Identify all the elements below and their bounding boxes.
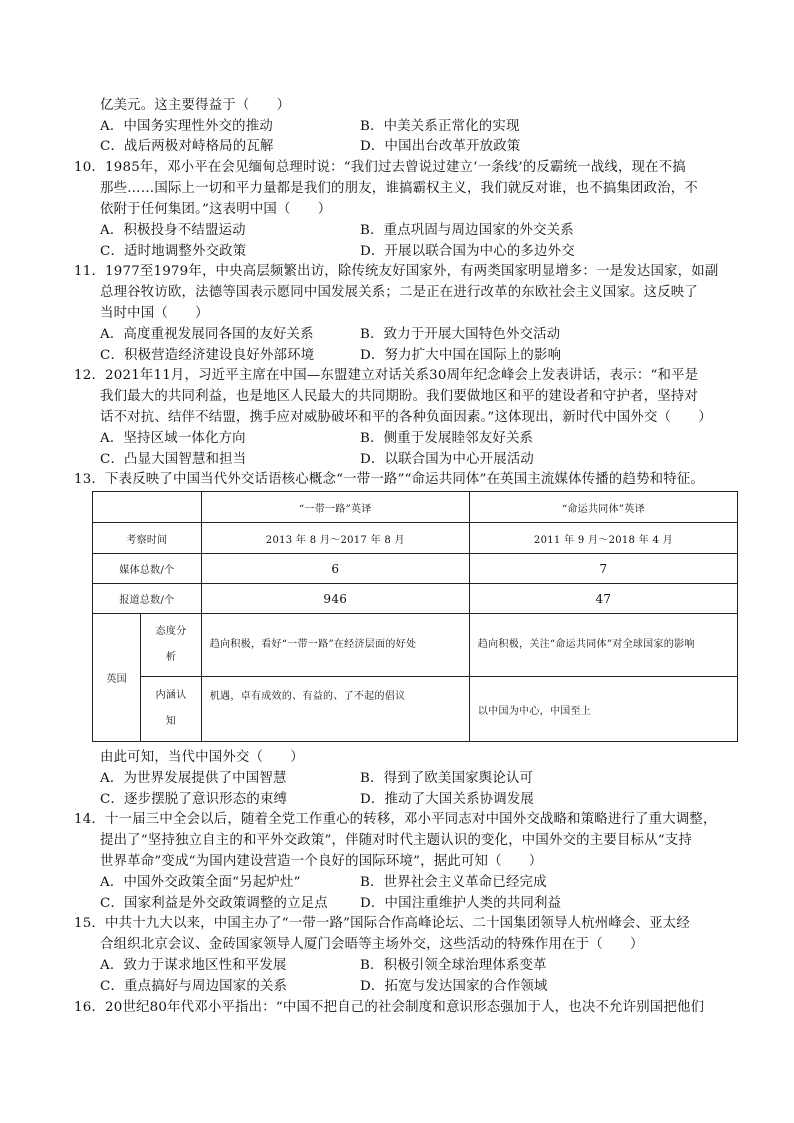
- cell-reports-community: 47: [469, 584, 737, 614]
- q14-option-c[interactable]: C．国家利益是外交政策调整的立足点: [100, 896, 328, 911]
- q12-option-d[interactable]: D．以联合国为中心开展活动: [360, 452, 535, 467]
- question-13-stem: 13．下表反映了中国当代外交话语核心概念“一带一路”“命运共同体”在英国主流媒体传播的趋势和特征。: [74, 472, 705, 487]
- q10-option-c[interactable]: C．适时地调整外交政策: [100, 244, 247, 259]
- question-11-stem-line2: 总理谷牧访欧，法德等国表示愿同中国发展关系；二是正在进行改革的东欧社会主义国家。这反映了: [100, 285, 698, 300]
- cell-attitude-belt-road: 趋向积极，看好“一带一路”在经济层面的好处: [201, 614, 469, 677]
- question-13-stem-line2: 由此可知，当代中国外交（ ）: [100, 750, 304, 765]
- q15-option-c[interactable]: C．重点搞好与周边国家的关系: [100, 979, 288, 994]
- row-label-connotation: 内涵认知: [141, 677, 201, 742]
- option-b[interactable]: B．中美关系正常化的实现: [360, 119, 520, 134]
- option-c[interactable]: C．战后两极对峙格局的瓦解: [100, 139, 274, 154]
- q15-option-d[interactable]: D．拓宽与发达国家的合作领域: [360, 979, 548, 994]
- option-a[interactable]: A．中国务实理性外交的推动: [100, 119, 273, 134]
- q11-option-b[interactable]: B．致力于开展大国特色外交活动: [360, 327, 561, 342]
- table-row: [93, 523, 738, 554]
- row-label-country: 英国: [93, 614, 141, 742]
- q13-option-d[interactable]: D．推动了大国关系协调发展: [360, 792, 535, 807]
- cell-attitude-community: 趋向积极，关注“命运共同体”对全球国家的影响: [469, 614, 737, 677]
- q10-option-d[interactable]: D．开展以联合国为中心的多边外交: [360, 244, 575, 259]
- cell-period-community: 2011 年 9 月～2018 年 4 月: [469, 523, 737, 554]
- q14-option-a[interactable]: A．中国外交政策全面“另起炉灶”: [100, 875, 301, 890]
- table-header-belt-road: “一带一路”英译: [201, 492, 469, 523]
- question-10-stem-line3: 依附于任何集团。”这表明中国（ ）: [100, 202, 332, 217]
- media-comparison-table: [92, 491, 738, 742]
- question-15-stem-line2: 合组织北京会议、金砖国家领导人厦门会晤等主场外交，这些活动的特殊作用在于（ ）: [100, 937, 644, 952]
- q15-option-b[interactable]: B．积极引领全球治理体系变革: [360, 958, 547, 973]
- table-row: [93, 614, 738, 677]
- question-10-stem: 10．1985年，邓小平在会见缅甸总理时说：“我们过去曾说过建立‘一条线’的反霸统一战线，现在不搞: [74, 160, 686, 175]
- row-label-attitude: 态度分析: [141, 614, 201, 677]
- table-row: [93, 677, 738, 742]
- q14-option-b[interactable]: B．世界社会主义革命已经完成: [360, 875, 547, 890]
- question-12-stem-line2: 我们最大的共同利益，也是地区人民最大的共同期盼。我们要做地区和平的建设者和守护者，坚持对: [100, 389, 698, 404]
- pre-question-stem: 亿美元。这主要得益于（ ）: [100, 98, 291, 113]
- table-header-row: [93, 492, 738, 523]
- q14-option-d[interactable]: D．中国注重维护人类的共同利益: [360, 896, 562, 911]
- table-row: [93, 584, 738, 614]
- q12-option-b[interactable]: B．侧重于发展睦邻友好关系: [360, 431, 534, 446]
- q11-option-d[interactable]: D．努力扩大中国在国际上的影响: [360, 348, 562, 363]
- q10-option-a[interactable]: A．积极投身不结盟运动: [100, 223, 246, 238]
- row-label-media: 媒体总数/个: [93, 554, 202, 584]
- option-d[interactable]: D．中国出台改革开放政策: [360, 139, 521, 154]
- q13-option-a[interactable]: A．为世界发展提供了中国智慧: [100, 771, 287, 786]
- question-15-stem: 15．中共十九大以来，中国主办了“一带一路”国际合作高峰论坛、二十国集团领导人杭州峰会、亚太经: [74, 916, 690, 931]
- q12-option-a[interactable]: A．坚持区域一体化方向: [100, 431, 246, 446]
- row-label-reports: 报道总数/个: [93, 584, 202, 614]
- question-11-stem: 11．1977至1979年，中央高层频繁出访，除传统友好国家外，有两类国家明显增多：一是发达国家，如副: [74, 264, 719, 279]
- question-16-stem: 16．20世纪80年代邓小平指出：“中国不把自己的社会制度和意识形态强加于人，也决不允许别国把他们: [74, 1000, 705, 1015]
- q13-option-b[interactable]: B．得到了欧美国家舆论认可: [360, 771, 534, 786]
- cell-connotation-belt-road: 机遇，卓有成效的、有益的、了不起的倡议: [201, 677, 469, 742]
- cell-connotation-community: 以中国为中心，中国至上: [469, 677, 737, 742]
- cell-media-belt-road: 6: [201, 554, 469, 584]
- cell-media-community: 7: [469, 554, 737, 584]
- row-label-period: 考察时间: [93, 523, 202, 554]
- question-14-stem-line2: 提出了“坚持独立自主的和平外交政策”，伴随对时代主题认识的变化，中国外交的主要目标从“支持: [100, 833, 692, 848]
- table-header-community: “命运共同体”英译: [469, 492, 737, 523]
- q15-option-a[interactable]: A．致力于谋求地区性和平发展: [100, 958, 287, 973]
- table-header-blank: [93, 492, 202, 523]
- question-14-stem-line3: 世界革命”变成“为国内建设营造一个良好的国际环境”，据此可知（ ）: [100, 854, 543, 869]
- question-12-stem: 12．2021年11月，习近平主席在中国—东盟建立对话关系30周年纪念峰会上发表讲话，表示：“和平是: [74, 368, 699, 383]
- q12-option-c[interactable]: C．凸显大国智慧和担当: [100, 452, 247, 467]
- question-11-stem-line3: 当时中国（ ）: [100, 306, 209, 321]
- q11-option-c[interactable]: C．积极营造经济建设良好外部环境: [100, 348, 315, 363]
- question-12-stem-line3: 话不对抗、结伴不结盟，携手应对威胁破坏和平的各种负面因素。”这体现出，新时代中国外交（ ）: [100, 410, 712, 425]
- q10-option-b[interactable]: B．重点巩固与周边国家的外交关系: [360, 223, 574, 238]
- question-10-stem-line2: 那些……国际上一切和平力量都是我们的朋友，谁搞霸权主义，我们就反对谁，也不搞集团政治，不: [100, 181, 698, 196]
- question-14-stem: 14．十一届三中全会以后，随着全党工作重心的转移，邓小平同志对中国外交战略和策略进行了重大调整，: [74, 812, 717, 827]
- table-row: [93, 554, 738, 584]
- q11-option-a[interactable]: A．高度重视发展同各国的友好关系: [100, 327, 314, 342]
- q13-option-c[interactable]: C．逐步摆脱了意识形态的束缚: [100, 792, 288, 807]
- cell-reports-belt-road: 946: [201, 584, 469, 614]
- cell-period-belt-road: 2013 年 8 月～2017 年 8 月: [201, 523, 469, 554]
